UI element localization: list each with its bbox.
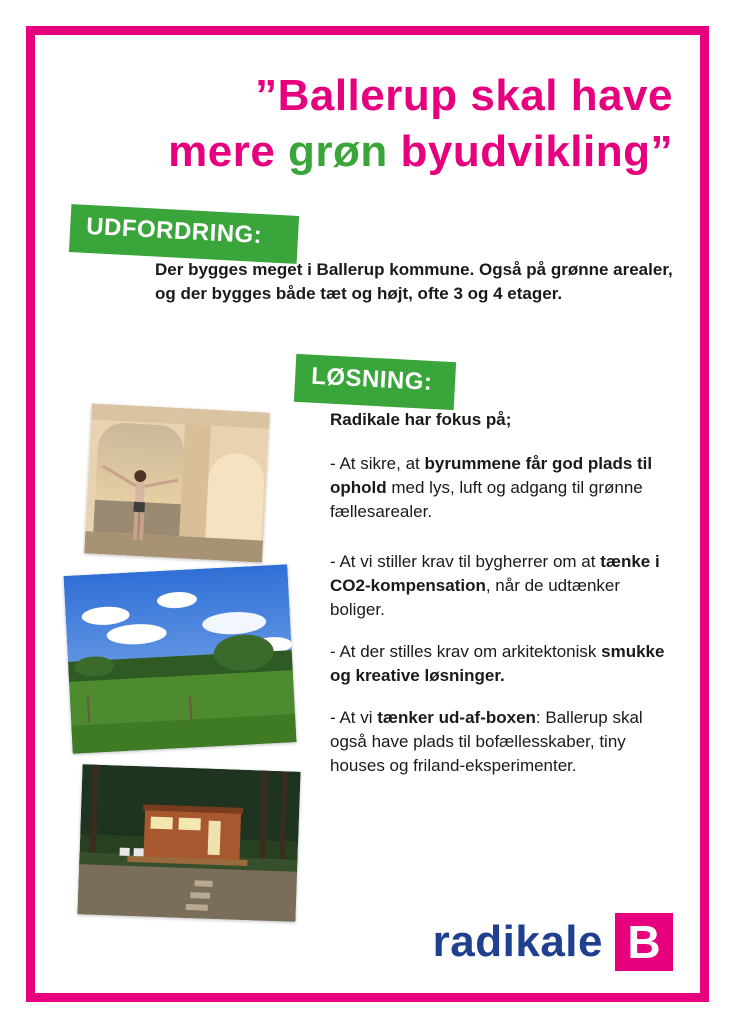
headline-line-1: ”Ballerup skal have — [255, 71, 673, 120]
solution-point — [330, 706, 670, 778]
solution-point — [330, 550, 670, 622]
solution-point-bold: tænke i CO2-kompensation — [330, 552, 660, 595]
radikale-logo — [433, 912, 673, 972]
headline — [73, 68, 673, 180]
solution-point-pre: - At vi — [330, 708, 378, 727]
headline-line-2-end: byudvikling” — [387, 127, 673, 176]
solution-point-post: , når de udtænker boliger. — [330, 576, 621, 619]
solution-point-post: : Ballerup skal også have plads til bofællesskaber, tiny houses og friland-eksperimenter. — [330, 708, 643, 775]
solution-point — [330, 452, 670, 524]
solution-section — [330, 408, 670, 796]
solution-tag: LØSNING: — [294, 354, 456, 410]
solution-lead: Radikale har fokus på; — [330, 410, 512, 429]
solution-point-pre: - At vi stiller krav til bygherrer om at — [330, 552, 601, 571]
headline-line-2-start: mere — [168, 127, 289, 176]
photo-tiny-house — [77, 764, 300, 922]
solution-point-post: med lys, luft og adgang til grønne fællesarealer. — [330, 478, 643, 521]
solution-point-bold: tænker ud-af-boxen — [377, 708, 536, 727]
headline-green-word: grøn — [288, 127, 388, 176]
photo-woman-arches — [84, 403, 270, 562]
challenge-tag: UDFORDRING: — [69, 204, 299, 264]
solution-point-pre: - At sikre, at — [330, 454, 425, 473]
logo-wordmark: radikale — [432, 917, 603, 966]
challenge-text: Der bygges meget i Ballerup kommune. Også på grønne arealer, og der bygges både tæt og højt, ofte 3 og 4 etager. — [155, 260, 673, 303]
headline-line-2 — [73, 124, 673, 180]
photo-green-field — [63, 564, 296, 753]
logo-letter-box: B — [615, 913, 673, 971]
solution-point-pre: - At der stilles krav om arkitektonisk — [330, 642, 602, 661]
solution-point — [330, 640, 670, 688]
solution-point-bold: smukke og kreative løsninger. — [330, 642, 665, 685]
solution-point-bold: byrummene får god plads til ophold — [330, 454, 653, 497]
